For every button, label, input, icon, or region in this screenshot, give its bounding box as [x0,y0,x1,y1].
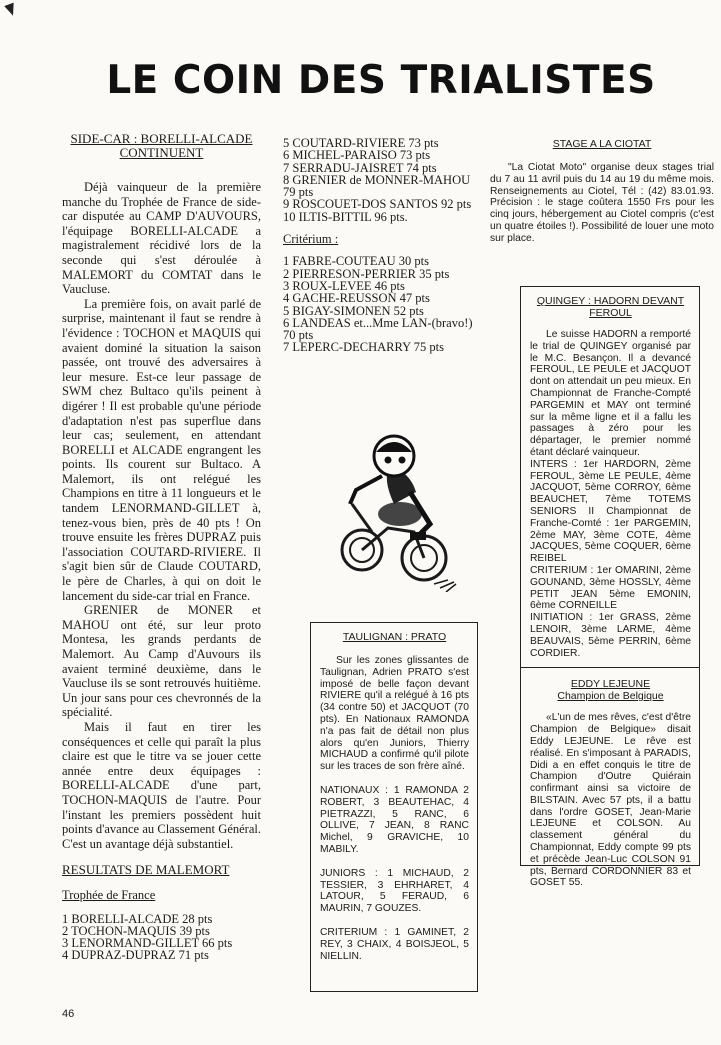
taulignan-heading: TAULIGNAN : PRATO [342,631,447,643]
side-car-paragraph: GRENIER de MONER et MAHOU ont été, sur leur proto Montesa, les grands perdants de Malemort. Au Camp d'Auvours ils avaient terminé deuxième, dans le Vaucluse ils se sont retrouvés huitième. Un jour sans pour ces chevronnés de la spécialité. [62,603,261,720]
trophee-list [62,913,261,962]
result-row: 10 ILTIS-BITTIL 96 pts. [283,209,408,224]
quingey-heading: QUINGEY : HADORN DEVANT FEROUL [536,295,685,319]
trophee-heading: Trophée de France [62,887,156,902]
taulignan-box [310,622,478,992]
eddy-heading: EDDY LEJEUNE [570,678,651,691]
result-row: 8 GRENIER de MONNER-MAHOU 79 pts [283,172,471,200]
side-car-heading: SIDE-CAR : BORELLI-ALCADE CONTINUENT [70,131,253,160]
result-row: 1 FABRE-COUTEAU 30 pts [283,254,429,269]
criterium-heading: Critérium : [283,232,339,247]
taulignan-paragraph: NATIONAUX : 1 RAMONDA 2 ROBERT, 3 BEAUTEHAC, 4 PIETRAZZI, 5 RANC, 6 OLLIVE, 7 JEAN, 8 RANC Michel, 9 GRAVICHE, 10 MABILY. [320,784,469,855]
result-row: 2 PIERRESON-PERRIER 35 pts [283,266,450,281]
result-row: 4 GACHE-REUSSON 47 pts [283,291,430,306]
result-row: 5 BIGAY-SIMONEN 52 pts [283,303,424,318]
result-row: 5 COUTARD-RIVIERE 73 pts [283,136,439,150]
side-car-paragraph: Mais il faut en tirer les conséquences et celle qui paraît la plus claire est que le titre va se jouer cette année entre deux équipages : BORELLI-ALCADE d'une part, TOCHON-MAQUIS de l'autre. Pour l'instant les premiers possèdent huit points d'avance au Classement Général. C'est un avantage déjà substantiel. [62,719,261,851]
quingey-box [520,286,700,889]
page-title: LE COIN DES TRIALISTES [106,58,656,103]
result-row: 7 SERRADU-JAISRET 74 pts [283,160,437,175]
quingey-paragraph: INITIATION : 1er GRASS, 2ème LENOIR, 3ème LARME, 4ème BEAUVAIS, 5ème PERRIN, 6ème CORDIER. [530,612,691,659]
trophee-list-continued [283,137,480,223]
result-row: 4 DUPRAZ-DUPRAZ 71 pts [62,948,209,963]
side-car-paragraph: La première fois, on avait parlé de surprise, maintenant il faut se rendre à l'évidence : TOCHON et MAQUIS qui avaient dominé la situation la saison passée, ont trouvé des adversaires à leur mesure. Est-ce leur passage de SWM chez Bultaco qu'ils peinent à digérer ! Il est probable qu'une période d'adaptation n'est pas superflue dans leur cas; seulement, en attendant BORELLI et ALCADE engrangent les points. Ils courent sur Bultaco. A Malemort, ils ont relégué les Champions en titre à 11 longueurs et le tandem LENORMAND-GILLET à, tenez-vous bien, près de 40 pts ! On trouve ensuite les frères DUPRAZ puis l'association COUTARD-RIVIERE. Il s'agit bien sûr de Claude COUTARD, le père de Charles, à qui on doit le lancement du side-car trial en France. [62,296,261,603]
result-row: 3 LENORMAND-GILLET 66 pts [62,935,233,950]
result-row: 3 ROUX-LEVEE 46 pts [283,278,405,293]
result-row: 2 TOCHON-MAQUIS 39 pts [62,923,210,938]
result-row: 6 MICHEL-PARAISO 73 pts [283,148,431,163]
result-row: 9 ROSCOUET-DOS SANTOS 92 pts [283,197,472,212]
quingey-paragraph: Le suisse HADORN a remporté le trial de QUINGEY organisé par le M.C. Besançon. Il a devancé FEROUL, LE PEULE et JACQUOT dont on attendait un peu mieux. En Championnat de Franche-Compté PARGEMIN et MAY ont terminé sur la même ligne et il a fallu les passages à zéro pour les départager, le premier nommé étant déclaré vainqueur. [530,329,691,458]
corner-mark [4,3,18,18]
eddy-subheading: Champion de Belgique [557,690,664,703]
eddy-text: «L'un de mes rêves, c'est d'être Champion de Belgique» disait Eddy LEJEUNE. Le rêve est réalisé. En s'imposant à PARADIS, Didi a en effet conquis le titre de Champion d'Outre Quiérain confirmant ainsi sa victoire de BILSTAIN. Avec 57 pts, il a battu dans l'ordre GOSET, Jean-Marie LEJEUNE et COLSON. Au classement général du Championnat, Eddy compte 99 pts et précède Jean-Luc COLSON 91 pts, Bernard CORDONNIER 83 et GOSET 55. [530,712,691,889]
result-row: 1 BORELLI-ALCADE 28 pts [62,911,213,926]
column-results [283,137,480,354]
trial-rider-illustration [322,432,472,592]
column-side-car [62,132,261,961]
result-row: 7 LEPERC-DECHARRY 75 pts [283,340,445,355]
column-right [490,138,714,889]
taulignan-paragraph: CRITERIUM : 1 GAMINET, 2 REY, 3 CHAIX, 4 BOISJEOL, 5 NIELLIN. [320,926,469,962]
stage-text: "La Ciotat Moto" organise deux stages trial du 7 au 11 avril puis du 14 au 19 du même mois. Renseignements au Ciotel, Tél : (42) 83.01.93. Précision : le stage coûtera 1550 Frs pour les cinq jours, hébergement au Ciotel compris (c'est un quatre étoiles !). Possibilité de louer une moto sur place. [490,162,714,244]
quingey-paragraph: CRITERIUM : 1er OMARINI, 2ème GOUNAND, 3ème HOSSLY, 4ème PETIT JEAN 5ème EMONIN, 6ème CORNEILLE [530,564,691,612]
quingey-paragraph: INTERS : 1er HARDORN, 2ème FEROUL, 3ème LE PEULE, 4ème JACQUOT, 5ème CORROY, 6ème BEAUCHET, 7ème TOTEMS SENIORS II Championnat de Franche-Comté : 1er PARGEMIN, 2ème MAY, 3ème COTE, 4ème JACQUES, 5ème COQUER, 6ème REIBEL [530,458,691,565]
criterium-list [283,255,480,353]
result-row: 6 LANDEAS et...Mme LAN-(bravo!) 70 pts [283,315,473,343]
stage-heading: STAGE A LA CIOTAT [552,138,652,150]
taulignan-paragraph: JUNIORS : 1 MICHAUD, 2 TESSIER, 3 EHRHARET, 4 LATOUR, 5 FERAUD, 6 MAURIN, 7 GOUZES. [320,867,469,915]
malemort-heading: RESULTATS DE MALEMORT [62,862,230,878]
page-number: 46 [62,1008,75,1020]
taulignan-paragraph: Sur les zones glissantes de Taulignan, Adrien PRATO s'est imposé de belle façon devant RIVIERE qu'il a relégué à 16 pts (34 contre 50) et JACQUOT (70 pts). En Nationaux RAMONDA n'a pas fait de détail non plus alors qu'en Juniors, Thierry MICHAUD a confirmé qu'il pilote sur les traces de son frère aîné. [320,655,469,773]
side-car-paragraph: Déjà vainqueur de la première manche du Trophée de France de side-car disputée au CAMP D'AUVOURS, l'équipage BORELLI-ALCADE a magistralement récidivé lors de la seconde qui s'est déroulée à MALEMORT du COMTAT dans le Vaucluse. [62,180,261,297]
